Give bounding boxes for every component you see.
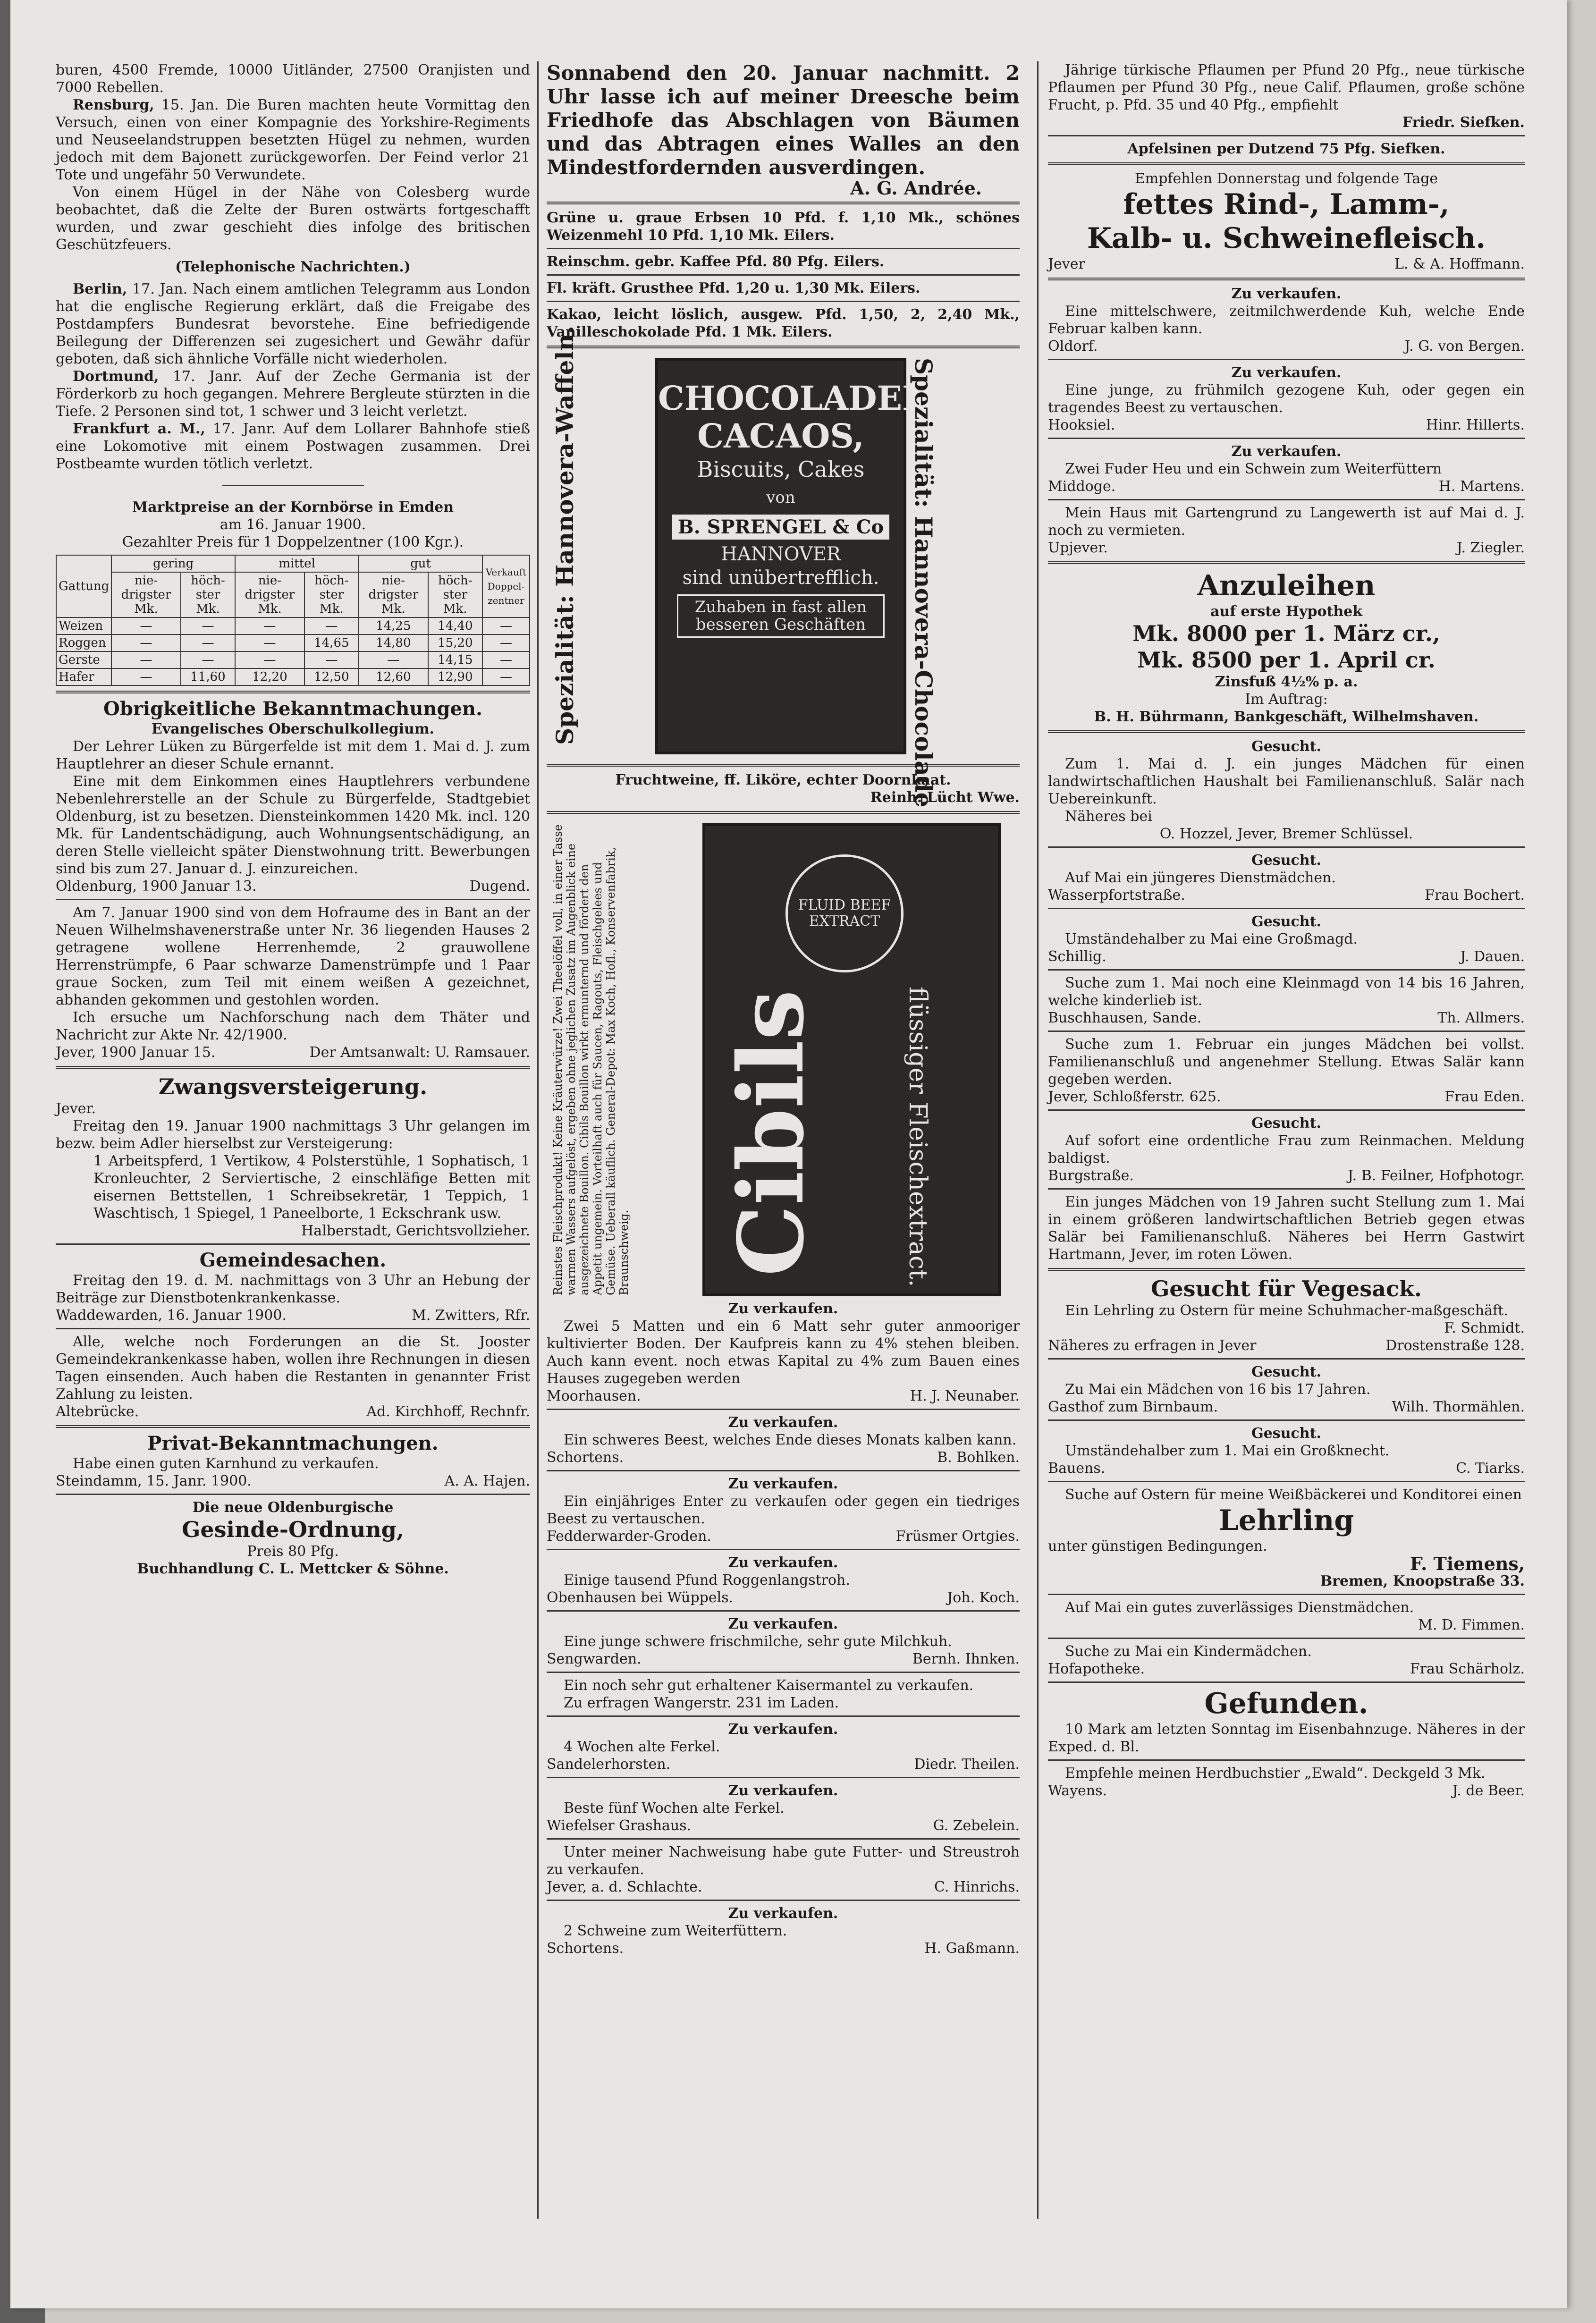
wanted-grossmagd: Umständehalber zu Mai eine Großmagd.: [1065, 931, 1358, 947]
price-cell: 14,40: [428, 617, 482, 634]
market-price-table: [56, 555, 530, 686]
price-cell: —: [181, 617, 235, 634]
grocery-ad-3: Fl. kräft. Grusthee Pfd. 1,20 u. 1,30 Mk. Eilers.: [547, 280, 920, 296]
price-cell: —: [359, 651, 428, 668]
separator: [222, 485, 364, 486]
separator: [547, 1470, 1020, 1471]
book-price: Preis 80 Pfg.: [247, 1543, 339, 1560]
wanted-girl-signature: O. Hozzel, Jever, Bremer Schlüssel.: [1159, 826, 1413, 842]
separator: [1048, 1268, 1525, 1271]
separator: [1048, 730, 1525, 733]
sale-cow-hooksiel: Eine junge, zu frühmilch gezogene Kuh, oder gegen ein tragendes Beest zu vertauschen.: [1048, 382, 1525, 416]
wanted-girl-info: Näheres bei: [1065, 808, 1152, 825]
wanted-nanny: Suche zu Mai ein Kindermädchen.: [1065, 1643, 1312, 1660]
municipal-heading: Gemeindesachen.: [199, 1249, 387, 1271]
separator: [56, 1425, 530, 1428]
sale-land-signature: Moorhausen. H. J. Neunaber.: [547, 1388, 1020, 1404]
col-low: nie- drigster Mk.: [111, 572, 180, 617]
column-2: [547, 61, 1020, 1957]
apprentice-title: Lehrling: [1218, 1504, 1354, 1537]
separator: [1048, 846, 1525, 848]
sale-milkcow: Eine junge schwere frischmilche, sehr gute Milchkuh.: [564, 1633, 952, 1650]
price-cell: 14,80: [359, 634, 428, 651]
price-cell: —: [111, 651, 180, 668]
official-notices-heading: Obrigkeitliche Bekanntmachungen.: [103, 698, 482, 720]
chocolate-ad-city: HANNOVER: [720, 543, 841, 565]
wanted-grossmagd-signature: Schillig. J. Dauen.: [1048, 948, 1525, 965]
bull-ad-signature: Wayens. J. de Beer.: [1048, 1782, 1525, 1799]
chocolate-ad-firm: B. SPRENGEL & Co: [672, 515, 889, 540]
separator: [1048, 1109, 1525, 1111]
wanted-grossknecht-signature: Bauens. C. Tiarks.: [1048, 1460, 1525, 1477]
cibils-ad-panel: [702, 823, 1001, 1296]
separator: [1048, 969, 1525, 971]
grain-name: Gerste: [56, 651, 111, 668]
sale-cow-oldorf-signature: Oldorf. J. G. von Bergen.: [1048, 338, 1525, 355]
municipal-signature-2: Altebrücke. Ad. Kirchhoff, Rechnfr.: [56, 1403, 530, 1420]
separator: [547, 1838, 1020, 1840]
meat-ad-title-1: fettes Rind-, Lamm-,: [1123, 188, 1450, 221]
sale-coat-info: Zu erfragen Wangerstr. 231 im Laden.: [564, 1695, 839, 1711]
sale-cow-hooksiel-signature: Hooksiel. Hinr. Hillerts.: [1048, 417, 1525, 433]
wanted-girl: Zum 1. Mai d. J. ein junges Mädchen für einen landwirtschaftlichen Haushalt bei Familienanschluß. Salär nach Uebereinkunft.: [1048, 756, 1525, 807]
book-publisher: Buchhandlung C. L. Mettcker & Söhne.: [137, 1561, 449, 1577]
separator: [547, 1900, 1020, 1901]
price-cell: —: [482, 651, 530, 668]
separator: [1048, 1681, 1525, 1683]
separator: [547, 1777, 1020, 1778]
col-high: höch- ster Mk.: [181, 572, 235, 617]
wanted-cleaner: Auf sofort eine ordentliche Frau zum Reinmachen. Meldung baldigst.: [1048, 1132, 1525, 1166]
separator: [56, 1243, 530, 1245]
wanted-heading: Gesucht.: [1251, 852, 1321, 869]
sale-heading: Zu verkaufen.: [728, 1414, 838, 1431]
loan-ad-amount-2: Mk. 8500 per 1. April cr.: [1137, 647, 1436, 673]
separator: [1048, 359, 1525, 360]
cibils-subtitle: flüssiger Fleischextract.: [904, 987, 932, 1287]
separator: [1048, 162, 1525, 165]
price-cell: 12,60: [359, 668, 428, 685]
house-rent-signature: Upjever. J. Ziegler.: [1048, 540, 1525, 556]
apprentice-signature: F. Tiemens,: [1410, 1553, 1525, 1574]
col-high: höch- ster Mk.: [304, 572, 359, 617]
price-cell: —: [181, 634, 235, 651]
auction-items: 1 Arbeitspferd, 1 Vertikow, 4 Polsterstühle, 1 Sophatisch, 1 Kronleuchter, 2 Serviertische, 2 einschläfige Betten mit eisernen Bettstellen, 1 Schreibsekretär, 1 Teppich, 1 Waschtisch, 1 Spiegel, 1 Paneelborte, 1 Eckschrank usw.: [93, 1153, 530, 1222]
news-frankfurt: Frankfurt a. M., 17. Janr. Auf dem Lollarer Bahnhofe stieß eine Lokomotive mit einem Postwagen zusammen. Drei Postbeamte wurden tötlich verletzt.: [56, 421, 530, 472]
price-cell: —: [304, 617, 359, 634]
sale-cow: Ein schweres Beest, welches Ende dieses Monats kalben kann.: [564, 1432, 1017, 1448]
wanted-young-girl-signature: Jever, Schloßferstr. 625. Frau Eden.: [1048, 1089, 1525, 1105]
wanted-heading: Gesucht.: [1251, 1115, 1321, 1132]
separator: [1048, 1638, 1525, 1639]
wanted-nanny-signature: Hofapotheke. Frau Schärholz.: [1048, 1661, 1525, 1677]
sale-cow-signature: Schortens. B. Bohlken.: [547, 1449, 1020, 1466]
separator: [56, 1494, 530, 1495]
col-mittel: mittel: [235, 555, 359, 572]
separator: [547, 202, 1020, 204]
book-title: Gesinde-Ordnung,: [182, 1517, 404, 1542]
grocery-ad-2: Reinschm. gebr. Kaffee Pfd. 80 Pfg. Eilers.: [547, 253, 885, 270]
col-high: höch- ster Mk.: [428, 572, 482, 617]
loan-ad-subtitle: auf erste Hypothek: [1210, 603, 1363, 620]
sale-piglets-2-signature: Wiefelser Grashaus. G. Zebelein.: [547, 1817, 1020, 1834]
sale-straw-signature: Obenhausen bei Wüppels. Joh. Koch.: [547, 1589, 1020, 1606]
wanted-reliable-maid-signature: M. D. Fimmen.: [1418, 1617, 1525, 1633]
wanted-cleaner-signature: Burgstraße. J. B. Feilner, Hofphotogr.: [1048, 1167, 1525, 1184]
dog-sale-signature: Steindamm, 15. Janr. 1900. A. A. Hajen.: [56, 1473, 530, 1489]
found-title: Gefunden.: [1204, 1687, 1368, 1720]
sale-hay-signature: Middoge. H. Martens.: [1048, 478, 1525, 495]
grocery-ad-4: Kakao, leicht löslich, ausgew. Pfd. 1,50, 2, 2,40 Mk., Vanilleschokolade Pfd. 1 Mk. Eilers.: [547, 306, 1020, 340]
separator: [547, 764, 1020, 767]
auction-place: Jever.: [56, 1100, 96, 1117]
column-1: [56, 61, 530, 1578]
sale-piglets-signature: Sandelerhorsten. Diedr. Theilen.: [547, 1756, 1020, 1773]
market-row: [56, 651, 530, 668]
separator: [547, 1610, 1020, 1612]
wanted-reliable-maid: Auf Mai ein gutes zuverlässiges Dienstmädchen.: [1065, 1599, 1414, 1616]
chocolate-ad-stockists: Zuhaben in fast allen besseren Geschäften: [677, 594, 885, 638]
price-cell: 15,20: [428, 634, 482, 651]
apprentice-subtitle: unter günstigen Bedingungen.: [1048, 1538, 1267, 1554]
sale-heading: Zu verkaufen.: [728, 1782, 838, 1799]
auction-text: Freitag den 19. Januar 1900 nachmittags 3 Uhr gelangen im bezw. beim Adler hierselbst zur Versteigerung:: [56, 1118, 530, 1152]
sale-heading: Zu verkaufen.: [728, 1616, 838, 1632]
evang-heading: Evangelisches Oberschulkollegium.: [151, 721, 435, 737]
sale-heading: Zu verkaufen.: [728, 1554, 838, 1571]
price-cell: 11,60: [181, 668, 235, 685]
price-cell: —: [181, 651, 235, 668]
theft-notice: Am 7. Januar 1900 sind von dem Hofraume des in Bant an der Neuen Wilhelmshavenerstraße unter Nr. 36 liegenden Hauses 2 getragene wollene Herrenhemde, 2 grauwollene Herrenstrümpfe, 6 Paar schwarze Damenstrümpfe und 1 Paar graue Socken, zum Teil mit einem weißen A gezeichnet, abhanden gekommen und gestohlen worden.: [56, 904, 530, 1008]
private-notices-heading: Privat-Bekanntmachungen.: [147, 1432, 439, 1454]
apprentice-pretext: Suche auf Ostern für meine Weißbäckerei und Konditorei einen: [1065, 1487, 1522, 1503]
sale-coat: Ein noch sehr gut erhaltener Kaisermantel zu verkaufen.: [564, 1677, 974, 1694]
separator: [547, 346, 1020, 348]
separator: [1048, 1031, 1525, 1032]
grain-name: Roggen: [56, 634, 111, 651]
price-cell: —: [111, 668, 180, 685]
col-gattung: Gattung: [56, 555, 111, 617]
seeking-position: Ein junges Mädchen von 19 Jahren sucht Stellung zum 1. Mai in einem größeren landwirtschaftlichen Betrieb gegen etwas Salär bei Familienanschluß. Näheres bei Herrn Gastwirt Hartmann, Jever, im roten Löwen.: [1048, 1194, 1525, 1263]
liquor-ad: Fruchtweine, ff. Liköre, echter Doornkaat.: [615, 772, 951, 788]
sale-heading: Zu verkaufen.: [728, 1476, 838, 1492]
separator: [56, 1066, 530, 1069]
column-rule-2: [1037, 61, 1039, 2219]
col-gut: gut: [359, 555, 482, 572]
auction-heading: Zwangsversteigerung.: [158, 1074, 428, 1099]
sale-heading: Zu verkaufen.: [728, 1301, 838, 1317]
grocery-ad-1: Grüne u. graue Erbsen 10 Pfd. f. 1,10 Mk., schönes Weizenmehl 10 Pfd. 1,10 Mk. Eilers.: [547, 210, 1020, 244]
sale-pigs: 2 Schweine zum Weiterfüttern.: [564, 1923, 787, 1939]
sale-enter: Ein einjähriges Enter zu verkaufen oder gegen ein tiedriges Beest zu vertauschen.: [547, 1493, 1020, 1527]
evang-signature: Oldenburg, 1900 Januar 13. Dugend.: [56, 878, 530, 895]
auction-announcement: Sonnabend den 20. Januar nachmitt. 2 Uhr lasse ich auf meiner Dreesche beim Friedhofe das Abschlagen von Bäumen und das Abtragen eines Walles an den Mindestfordernden ausverdingen.: [547, 61, 1020, 179]
price-cell: —: [111, 634, 180, 651]
sale-fodder: Unter meiner Nachweisung habe gute Futter- und Streustroh zu verkaufen.: [547, 1844, 1020, 1878]
vegesack-signature: F. Schmidt.: [1444, 1320, 1525, 1336]
sale-piglets: 4 Wochen alte Ferkel.: [564, 1739, 720, 1755]
theft-request: Ich ersuche um Nachforschung nach dem Thäter und Nachricht zur Akte Nr. 42/1900.: [56, 1009, 530, 1043]
col-low: nie- drigster Mk.: [359, 572, 428, 617]
cibils-brand: Cibils: [718, 989, 824, 1276]
separator: [1048, 561, 1525, 564]
plum-ad: Jährige türkische Pflaumen per Pfund 20 Pfg., neue türkische Pflaumen per Pfund 30 Pfg., neue Calif. Pflaumen, große schöne Frucht, p. Pfd. 35 und 40 Pfg., empfiehlt: [1048, 62, 1525, 113]
news-colesberg: Von einem Hügel in der Nähe von Colesberg wurde beobachtet, daß die Zelte der Buren ostwärts fortgeschafft wurden, und zwar geschieht dies infolge des britischen Geschützfeuers.: [56, 184, 530, 253]
loan-ad-title: Anzuleihen: [1197, 569, 1376, 602]
news-rensburg: Rensburg, 15. Jan. Die Buren machten heute Vormittag den Versuch, einen von einer Kompagnie des Yorkshire-Regiments und Neuseelandstruppen besetzten Hügel zu nehmen, wurden jedoch mit dem Bajonett zurückgeworfen. Der Feind verlor 21 Tote und ungefähr 50 Verwundete.: [56, 97, 530, 183]
wanted-heading: Gesucht.: [1251, 913, 1321, 930]
wanted-maid-signature: Wasserpfortstraße. Frau Bochert.: [1048, 887, 1525, 904]
sale-cow-oldorf: Eine mittelschwere, zeitmilchwerdende Kuh, welche Ende Februar kalben kann.: [1048, 303, 1525, 337]
chocolate-ad-von: von: [766, 488, 795, 507]
column-rule-1: [537, 61, 539, 2219]
evang-notice-2: Eine mit dem Einkommen eines Hauptlehrers verbundene Nebenlehrerstelle an der Schule zu Bürgerfelde, Stadtgebiet Oldenburg, ist zu besetzen. Diensteinkommen 1420 Mk. incl. 120 Mk. für Landentschädigung, auch Wohnungsentschädigung, an deren Stelle vielleicht später Dienstwohnung tritt. Bewerbungen sind bis zum 27. Januar d. J. einzureichen.: [56, 773, 530, 877]
separator: [547, 274, 1020, 276]
separator: [547, 1549, 1020, 1550]
vegesack-title: Gesucht für Vegesack.: [1151, 1276, 1422, 1301]
sale-land: Zwei 5 Matten und ein 6 Matt sehr guter anmooriger kultivierter Boden. Der Kaufpreis kann zu 4% stehen bleiben. Auch kann event. noch etwas Kapital zu 4% zum Bauen eines Hauses zugegeben werden: [547, 1318, 1020, 1387]
separator: [56, 691, 530, 693]
price-cell: 12,90: [428, 668, 482, 685]
grain-name: Weizen: [56, 617, 111, 634]
wanted-maid: Auf Mai ein jüngeres Dienstmädchen.: [1065, 870, 1336, 886]
separator: [547, 811, 1020, 814]
loan-ad-bank: B. H. Bührmann, Bankgeschäft, Wilhelmshaven.: [1094, 709, 1479, 725]
vegesack-info: Näheres zu erfragen in Jever Drostenstraße 128.: [1048, 1337, 1525, 1354]
house-rent: Mein Haus mit Gartengrund zu Langewerth ist auf Mai d. J. noch zu vermieten.: [1048, 505, 1525, 539]
sale-heading: Zu verkaufen.: [1231, 364, 1342, 381]
chocolate-ad-claim: sind unübertrefflich.: [682, 567, 879, 589]
chocolate-ad-right-text: Spezialität: Hannovera-Chocolade: [910, 358, 937, 808]
news-berlin: Berlin, 17. Jan. Nach einem amtlichen Telegramm aus London hat die englische Regierung erklärt, daß die Freigabe des Postdampfers Bundesrat bevorstehe. Eine befriedigende Beilegung der Differenzen sei zugesichert und Gewähr dafür geboten, daß sich ähnliche Vorfälle nicht wiederholen.: [56, 281, 530, 367]
loan-ad-interest: Zinsfuß 4½% p. a.: [1215, 674, 1358, 690]
col-verkauft: Verkauft Doppel- zentner: [482, 555, 530, 617]
cibils-ad: [547, 819, 1020, 1300]
price-cell: 12,50: [304, 668, 359, 685]
price-cell: —: [235, 651, 304, 668]
separator: [1048, 1358, 1525, 1360]
auction-announcement-signature: A. G. Andrée.: [850, 177, 982, 199]
municipal-notice-1: Freitag den 19. d. M. nachmittags von 3 Uhr an Hebung der Beiträge zur Dienstbotenkrankenkasse.: [56, 1272, 530, 1306]
wanted-birnbaum-signature: Gasthof zum Birnbaum. Wilh. Thormählen.: [1048, 1399, 1525, 1415]
separator: [547, 301, 1020, 302]
auction-signature: Halberstadt, Gerichtsvollzieher.: [301, 1223, 530, 1239]
separator: [56, 1328, 530, 1329]
separator: [1048, 908, 1525, 909]
separator: [1048, 1759, 1525, 1761]
chocolate-ad-products: Biscuits, Cakes: [697, 456, 865, 482]
market-row: [56, 617, 530, 634]
vegesack-text: Ein Lehrling zu Ostern für meine Schuhmacher-maßgeschäft.: [1065, 1302, 1508, 1319]
separator: [1048, 1188, 1525, 1190]
price-cell: 12,20: [235, 668, 304, 685]
wanted-kleinmagd: Suche zum 1. Mai noch eine Kleinmagd von 14 bis 16 Jahren, welche kinderlieb ist.: [1048, 975, 1525, 1009]
separator: [547, 1672, 1020, 1673]
price-cell: 14,25: [359, 617, 428, 634]
wanted-young-girl: Suche zum 1. Februar ein junges Mädchen bei vollst. Familienanschluß und angenehmer Stellung. Etwas Salär kann gegeben werden.: [1048, 1036, 1525, 1088]
separator: [1048, 1594, 1525, 1595]
separator: [1048, 499, 1525, 500]
municipal-notice-2: Alle, welche noch Forderungen an die St. Jooster Gemeindekrankenkasse haben, wollen ihre Rechnungen in diesen Tagen einsenden. Auch haben die Restanten in genannter Frist Zahlung zu leisten.: [56, 1334, 530, 1402]
market-row: [56, 668, 530, 685]
separator: [56, 899, 530, 900]
price-cell: —: [482, 668, 530, 685]
sale-milkcow-signature: Sengwarden. Bernh. Ihnken.: [547, 1651, 1020, 1667]
col-low: nie- drigster Mk.: [235, 572, 304, 617]
col-gering: gering: [111, 555, 235, 572]
theft-signature: Jever, 1900 Januar 15. Der Amtsanwalt: U. Ramsauer.: [56, 1044, 530, 1061]
book-pretitle: Die neue Oldenburgische: [192, 1499, 394, 1516]
separator: [1048, 1419, 1525, 1421]
sale-piglets-2: Beste fünf Wochen alte Ferkel.: [564, 1800, 785, 1816]
telephone-news-heading: (Telephonische Nachrichten.): [175, 259, 411, 275]
wanted-birnbaum: Zu Mai ein Mädchen von 16 bis 17 Jahren.: [1065, 1381, 1371, 1398]
separator: [1048, 1481, 1525, 1482]
sale-straw: Einige tausend Pfund Roggenlangstroh.: [564, 1572, 850, 1588]
sale-pigs-signature: Schortens. H. Gaßmann.: [547, 1940, 1020, 1957]
news-dortmund: Dortmund, 17. Janr. Auf der Zeche Germania ist der Förderkorb zu hoch gegangen. Mehrere Bergleute stürzten in die Tiefe. 2 Personen sind tot, 1 schwer und 3 leicht verletzt.: [56, 368, 530, 420]
sale-heading: Zu verkaufen.: [1231, 286, 1342, 302]
evang-notice-1: Der Lehrer Lüken zu Bürgerfelde ist mit dem 1. Mai d. J. zum Hauptlehrer an dieser Schule ernannt.: [56, 738, 530, 772]
price-cell: —: [111, 617, 180, 634]
sale-heading: Zu verkaufen.: [728, 1905, 838, 1922]
separator: [1048, 278, 1525, 280]
chocolate-ad-left-text: Spezialität: Hannovera-Waffeln.: [551, 325, 579, 745]
wanted-grossknecht: Umständehalber zum 1. Mai ein Großknecht.: [1065, 1443, 1390, 1459]
separator: [1048, 135, 1525, 136]
market-row: [56, 634, 530, 651]
price-cell: —: [235, 617, 304, 634]
price-cell: —: [235, 634, 304, 651]
orange-ad: Apfelsinen per Dutzend 75 Pfg. Siefken.: [1127, 141, 1445, 157]
plum-ad-signature: Friedr. Siefken.: [1402, 114, 1525, 131]
market-title: Marktpreise an der Kornbörse in Emden: [132, 499, 454, 515]
cibils-ad-description: Reinstes Fleischprodukt! Keine Kräuterwürze! Zwei Theelöffel voll, in einer Tasse warmen Wassers aufgelöst, ergeben ohne jeglichen Zusatz im Augenblick eine ausgezeichnete Bouillon. Cibils Bouillon wirkt ermunternd und fördert den Appetit ungemein. Vorteilhaft auch für Saucen, Ragouts, Fleischgelees und Gemüse. Ueberall käuflich. General-Depot: Max Koch, Hofl., Konservenfabrik, Braunschweig.: [551, 824, 631, 1295]
price-cell: —: [482, 634, 530, 651]
found-text: 10 Mark am letzten Sonntag im Eisenbahnzuge. Näheres in der Exped. d. Bl.: [1048, 1721, 1525, 1755]
wanted-kleinmagd-signature: Buschhausen, Sande. Th. Allmers.: [1048, 1010, 1525, 1026]
bull-ad: Empfehle meinen Herdbuchstier „Ewald“. Deckgeld 3 Mk.: [1065, 1765, 1486, 1782]
news-intro: buren, 4500 Fremde, 10000 Uitländer, 27500 Oranjisten und 7000 Rebellen.: [56, 62, 530, 96]
price-cell: —: [304, 651, 359, 668]
sale-enter-signature: Fedderwarder-Groden. Früsmer Ortgies.: [547, 1528, 1020, 1545]
market-subtitle: Gezahlter Preis für 1 Doppelzentner (100 Kgr.).: [122, 534, 464, 550]
sale-heading: Zu verkaufen.: [728, 1721, 838, 1738]
price-cell: 14,15: [428, 651, 482, 668]
price-cell: 14,65: [304, 634, 359, 651]
sale-heading: Zu verkaufen.: [1231, 443, 1342, 460]
sale-hay: Zwei Fuder Heu und ein Schwein zum Weiterfüttern: [1065, 461, 1442, 477]
grain-name: Hafer: [56, 668, 111, 685]
cibils-seal: FLUID BEEF EXTRACT: [785, 854, 904, 972]
liquor-ad-signature: Reinh. Lücht Wwe.: [870, 789, 1020, 806]
loan-ad-mandate: Im Auftrag:: [1245, 691, 1328, 708]
meat-ad-pretitle: Empfehlen Donnerstag und folgende Tage: [1134, 170, 1438, 187]
sale-fodder-signature: Jever, a. d. Schlachte. C. Hinrichs.: [547, 1879, 1020, 1895]
separator: [547, 1409, 1020, 1410]
market-date: am 16. Januar 1900.: [220, 516, 366, 533]
meat-ad-signature: Jever L. & A. Hoffmann.: [1048, 256, 1525, 272]
separator: [1048, 438, 1525, 439]
chocolate-ad-headline: CHOCOLADEN, CACAOS,: [658, 379, 942, 456]
separator: [547, 1715, 1020, 1717]
apprentice-address: Bremen, Knoopstraße 33.: [1320, 1573, 1525, 1589]
separator: [547, 248, 1020, 249]
column-3: [1048, 61, 1525, 1799]
wanted-heading: Gesucht.: [1251, 1425, 1321, 1442]
wanted-heading: Gesucht.: [1251, 738, 1321, 755]
meat-ad-title-2: Kalb- u. Schweinefleisch.: [1087, 222, 1486, 255]
price-cell: —: [482, 617, 530, 634]
wanted-heading: Gesucht.: [1251, 1364, 1321, 1380]
loan-ad-amount-1: Mk. 8000 per 1. März cr.,: [1132, 621, 1440, 646]
municipal-signature-1: Waddewarden, 16. Januar 1900. M. Zwitters, Rfr.: [56, 1307, 530, 1324]
dog-sale: Habe einen guten Karnhund zu verkaufen.: [73, 1455, 379, 1472]
